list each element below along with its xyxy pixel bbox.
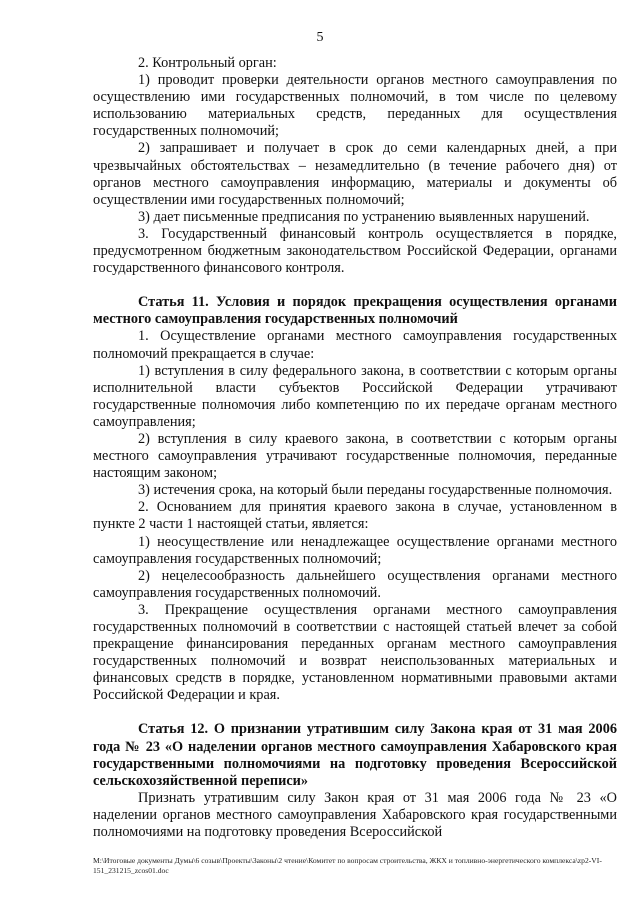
article-heading: Статья 12. О признании утратившим силу Закона края от 31 мая 2006 года № 23 «О наделении органов местного самоуправления Хабаровского края государственными полномочиями на подготовку проведения Всероссийской сельскохозяйственной переписи» (93, 721, 617, 789)
paragraph: 3) истечения срока, на который были переданы государственные полномочия. (138, 482, 613, 499)
document-body (93, 55, 617, 841)
paragraph: 3. Государственный финансовый контроль осуществляется в порядке, предусмотренном бюджетным законодательством Российской Федерации, органами государственного финансового контроля. (93, 225, 617, 277)
paragraph: 1) вступления в силу федерального закона, в соответствии с которым органы исполнительной власти субъектов Российской Федерации утрачивают государственные полномочия либо компетенцию по их передаче органам местного самоуправления; (93, 362, 617, 430)
paragraph: 1. Осуществление органами местного самоуправления государственных полномочий прекращается в случае: (93, 328, 617, 362)
paragraph: 2. Основанием для принятия краевого закона в случае, установленном в пункте 2 части 1 настоящей статьи, является: (93, 499, 617, 533)
paragraph: Признать утратившим силу Закон края от 31 мая 2006 года № 23 «О наделении органов местного самоуправления Хабаровского края государственными полномочиями на подготовку проведения Всероссийской (93, 789, 617, 841)
paragraph: 2) запрашивает и получает в срок до семи календарных дней, а при чрезвычайных обстоятельствах – незамедлительно (в течение рабочего дня) от органов местного самоуправления информацию, материалы и документы об осуществлении ими государственных полномочий; (93, 140, 617, 208)
paragraph: 2) вступления в силу краевого закона, в соответствии с которым органы местного самоуправления утрачивают государственные полномочия, переданные настоящим законом; (93, 430, 617, 482)
paragraph: 2. Контрольный орган: (138, 55, 277, 71)
paragraph: 2) нецелесообразность дальнейшего осуществления органами местного самоуправления государственных полномочий. (93, 567, 617, 601)
paragraph: 3) дает письменные предписания по устранению выявленных нарушений. (138, 208, 590, 225)
page-number: 5 (316, 30, 324, 45)
article-heading: Статья 11. Условия и порядок прекращения осуществления органами местного самоуправления государственных полномочий (93, 294, 617, 328)
paragraph: 1) неосуществление или ненадлежащее осуществление органами местного самоуправления государственных полномочий; (93, 533, 617, 567)
file-path-footer: M:\Итоговые документы Думы\6 созыв\Проекты\Законы\2 чтение\Комитет по вопросам строительства, ЖКХ и топливно-энергетического комплекса\zp2-VI-151_231215_zcos01.doc (93, 856, 602, 875)
paragraph: 3. Прекращение осуществления органами местного самоуправления государственных полномочий в соответствии с настоящей статьей влечет за собой прекращение финансирования переданных органам местного самоуправления государственных полномочий и возврат неиспользованных материальных и финансовых средств в порядке, установленном нормативными правовыми актами Российской Федерации и края. (93, 601, 617, 704)
paragraph: 1) проводит проверки деятельности органов местного самоуправления по осуществлению ими государственных полномочий, в том числе по целевому использованию материальных средств, переданных для осуществления государственных полномочий; (93, 72, 617, 140)
